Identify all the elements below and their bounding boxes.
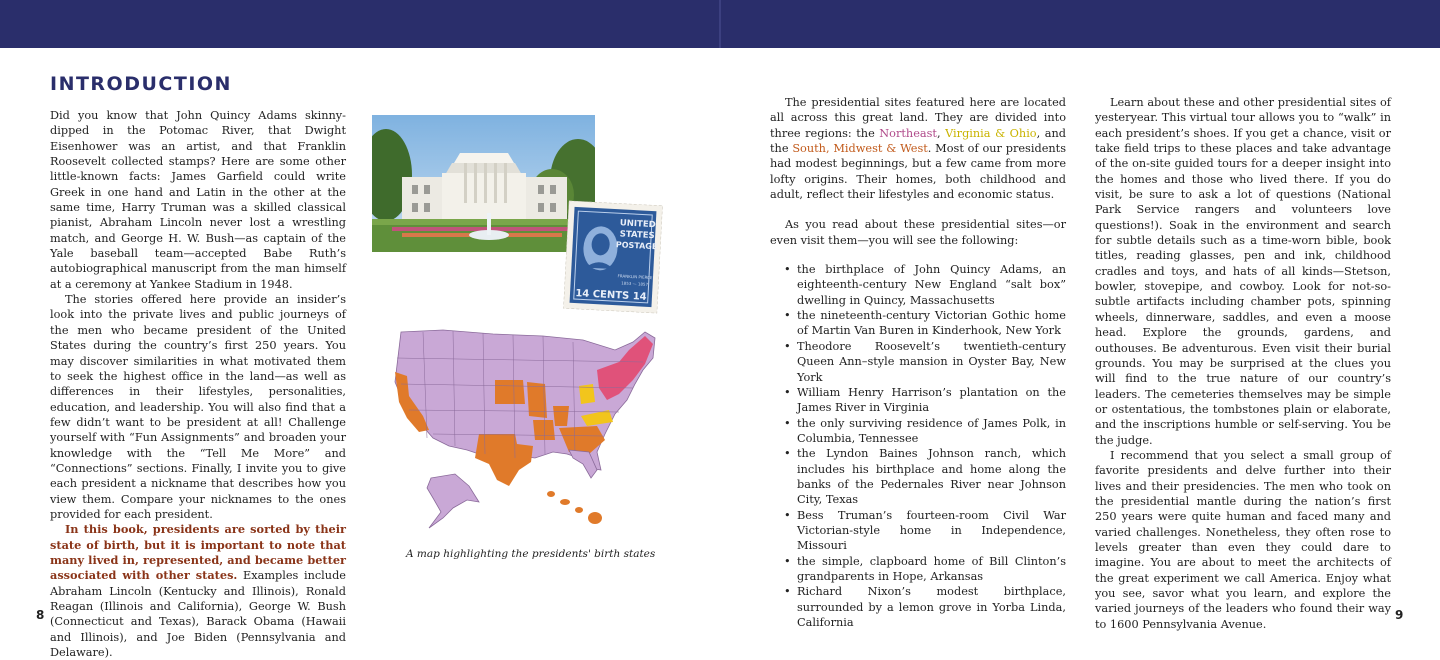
stamp-text-states: STATES [619,229,655,242]
region-separator-2: , and the [770,126,1066,156]
map-caption: A map highlighting the presidents' birth states [406,548,656,560]
franklin-pierce-stamp [563,201,663,314]
page-number-left: 8 [36,608,45,622]
region-separator-1: , [936,126,946,140]
stamp-name-line: FRANKLIN PIERCE [617,273,653,281]
sites-lead-paragraph: As you read about these presidential sites—or even visit them—you will see the following: [770,218,1066,247]
region-northeast: Northeast [879,126,937,140]
white-house-photo [372,115,595,252]
region-south-midwest-west: South, Midwest & West [792,142,928,156]
tour-text-column [1095,95,1391,632]
bullet-item: • the only surviving residence of James Polk, in Columbia, Tennessee [797,416,1066,447]
bullet-item: • the Lyndon Baines Johnson ranch, which includes his birthplace and home along the banks of the Pedernales River near Johnson City, Texas [797,446,1066,507]
stamp-text-united: UNITED [619,218,656,231]
bullet-item: • the nineteenth-century Victorian Gothic home of Martin Van Buren in Kinderhook, New York [797,308,1066,339]
stamp-denomination: 14 CENTS 14 [575,288,647,303]
birth-states-map [383,322,673,536]
intro-paragraph-3 [50,522,346,660]
sites-bullet-list [797,262,1066,630]
intro-text-column [50,108,346,660]
regions-intro: The presidential sites featured here are located all across this great land. They are divided into three regions: the [770,96,1066,140]
intro-paragraph-2: The stories offered here provide an insider’s look into the private lives and public journeys of the men who became president of the United States during the country’s first 250 years. You may discover similarities in what motivated them to seek the highest office in the land—as well as differences in their lifestyles, personalities, education, and leadership. You will also find that a few didn’t want to be president at all! Challenge yourself with “Fun Assignments” and broaden your knowledge with the “Tell Me More” and “Connections” sections. Finally, I invite you to give each president a nickname that describes how you view them. Compare your nicknames to the ones provided for each president. [50,293,346,521]
birth-state-note: In this book, presidents are sorted by their state of birth, but it is important to note that many lived in, represented, and became better associated with other states. [50,522,346,583]
bullet-item: • William Henry Harrison’s plantation on the James River in Virginia [797,385,1066,416]
region-virginia-ohio: Virginia & Ohio [945,126,1037,140]
regions-outro: . Most of our presidents had modest beginnings, but a few came from more lofty origins. Their homes, both childhood and adult, reflect their lifestyles and economic status. [770,142,1066,202]
section-heading: INTRODUCTION [50,73,232,95]
intro-paragraph-1: Did you know that John Quincy Adams skinny-dipped in the Potomac River, that Dwight Eisenhower was an artist, and that Franklin Roosevelt collected stamps? Here are some other little-known facts: James Garfield could write Greek in one hand and Latin in the other at the same time, Harry Truman was a skilled classical pianist, Abraham Lincoln never lost a wrestling match, and George H. W. Bush—as captain of the Yale baseball team—accepted Babe Ruth’s autobiographical manuscript from the man himself at a ceremony at Yankee Stadium in 1948. [50,109,346,291]
bullet-item: • the simple, clapboard home of Bill Clinton’s grandparents in Hope, Arkansas [797,554,1066,585]
page-number-right: 9 [1395,608,1404,622]
bullet-item: • Theodore Roosevelt’s twentieth-century Queen Ann–style mansion in Oyster Bay, New York [797,339,1066,385]
bullet-item: • Richard Nixon’s modest birthplace, surrounded by a lemon grove in Yorba Linda, California [797,584,1066,630]
sites-text-column [770,95,1066,630]
birth-state-examples: Examples include Abraham Lincoln (Kentucky and Illinois), Ronald Reagan (Illinois and California), George W. Bush (Connecticut and Texas), Barack Obama (Hawaii and Illinois), and Joe Biden (Pennsylvania and Delaware). [50,569,346,660]
bullet-item: • Bess Truman’s fourteen-room Civil War Victorian-style home in Independence, Missouri [797,508,1066,554]
page-gutter [719,0,721,48]
tour-paragraph-2: I recommend that you select a small group of favorite presidents and delve further into their lives and their presidencies. The men who took on the presidential mantle during the nation’s first 250 years were quite human and faced many and varied challenges. Nonetheless, they often rose to levels greater than even they could dare to imagine. You are about to meet the architects of the great experiment we call America. Enjoy what you see, savor what you learn, and explore the varied journeys of the leaders who found their way to 1600 Pennsylvania Avenue. [1095,448,1391,631]
bullet-item: • the birthplace of John Quincy Adams, an eighteenth-century New England “salt box” dwelling in Quincy, Massachusetts [797,262,1066,308]
tour-paragraph-1: Learn about these and other presidential sites of yesteryear. This virtual tour allows you to “walk” in each president’s shoes. If you get a chance, visit or take field trips to these places and take advantage of the on-site guided tours for a deeper insight into the homes and those who lived there. If you do visit, be sure to ask a lot of questions (National Park Service rangers and volunteers love questions!). Soak in the environment and search for subtle details such as a time-worn bible, book titles, reading glasses, pen and ink, childhood cradles and toys, and hats of all kinds—Stetson, bowler, stovepipe, and cowboy. Look for not-so-subtle artifacts including chamber pots, spinning wheels, dinnerware, saddles, and even a moose head. Explore the grounds, gardens, and outhouses. Be adventurous. Even visit their burial grounds. You may be surprised at the clues you will find to the true nature of our country’s leaders. The cemeteries themselves may be simple or ostentatious, the tombstones plain or elaborate, and the inscriptions humble or self-serving. You be the judge. [1095,96,1391,447]
regions-paragraph [770,95,1066,202]
stamp-text-postage: POSTAGE [615,240,658,252]
stamp-years-line: 1853 — 1857 [621,280,649,287]
